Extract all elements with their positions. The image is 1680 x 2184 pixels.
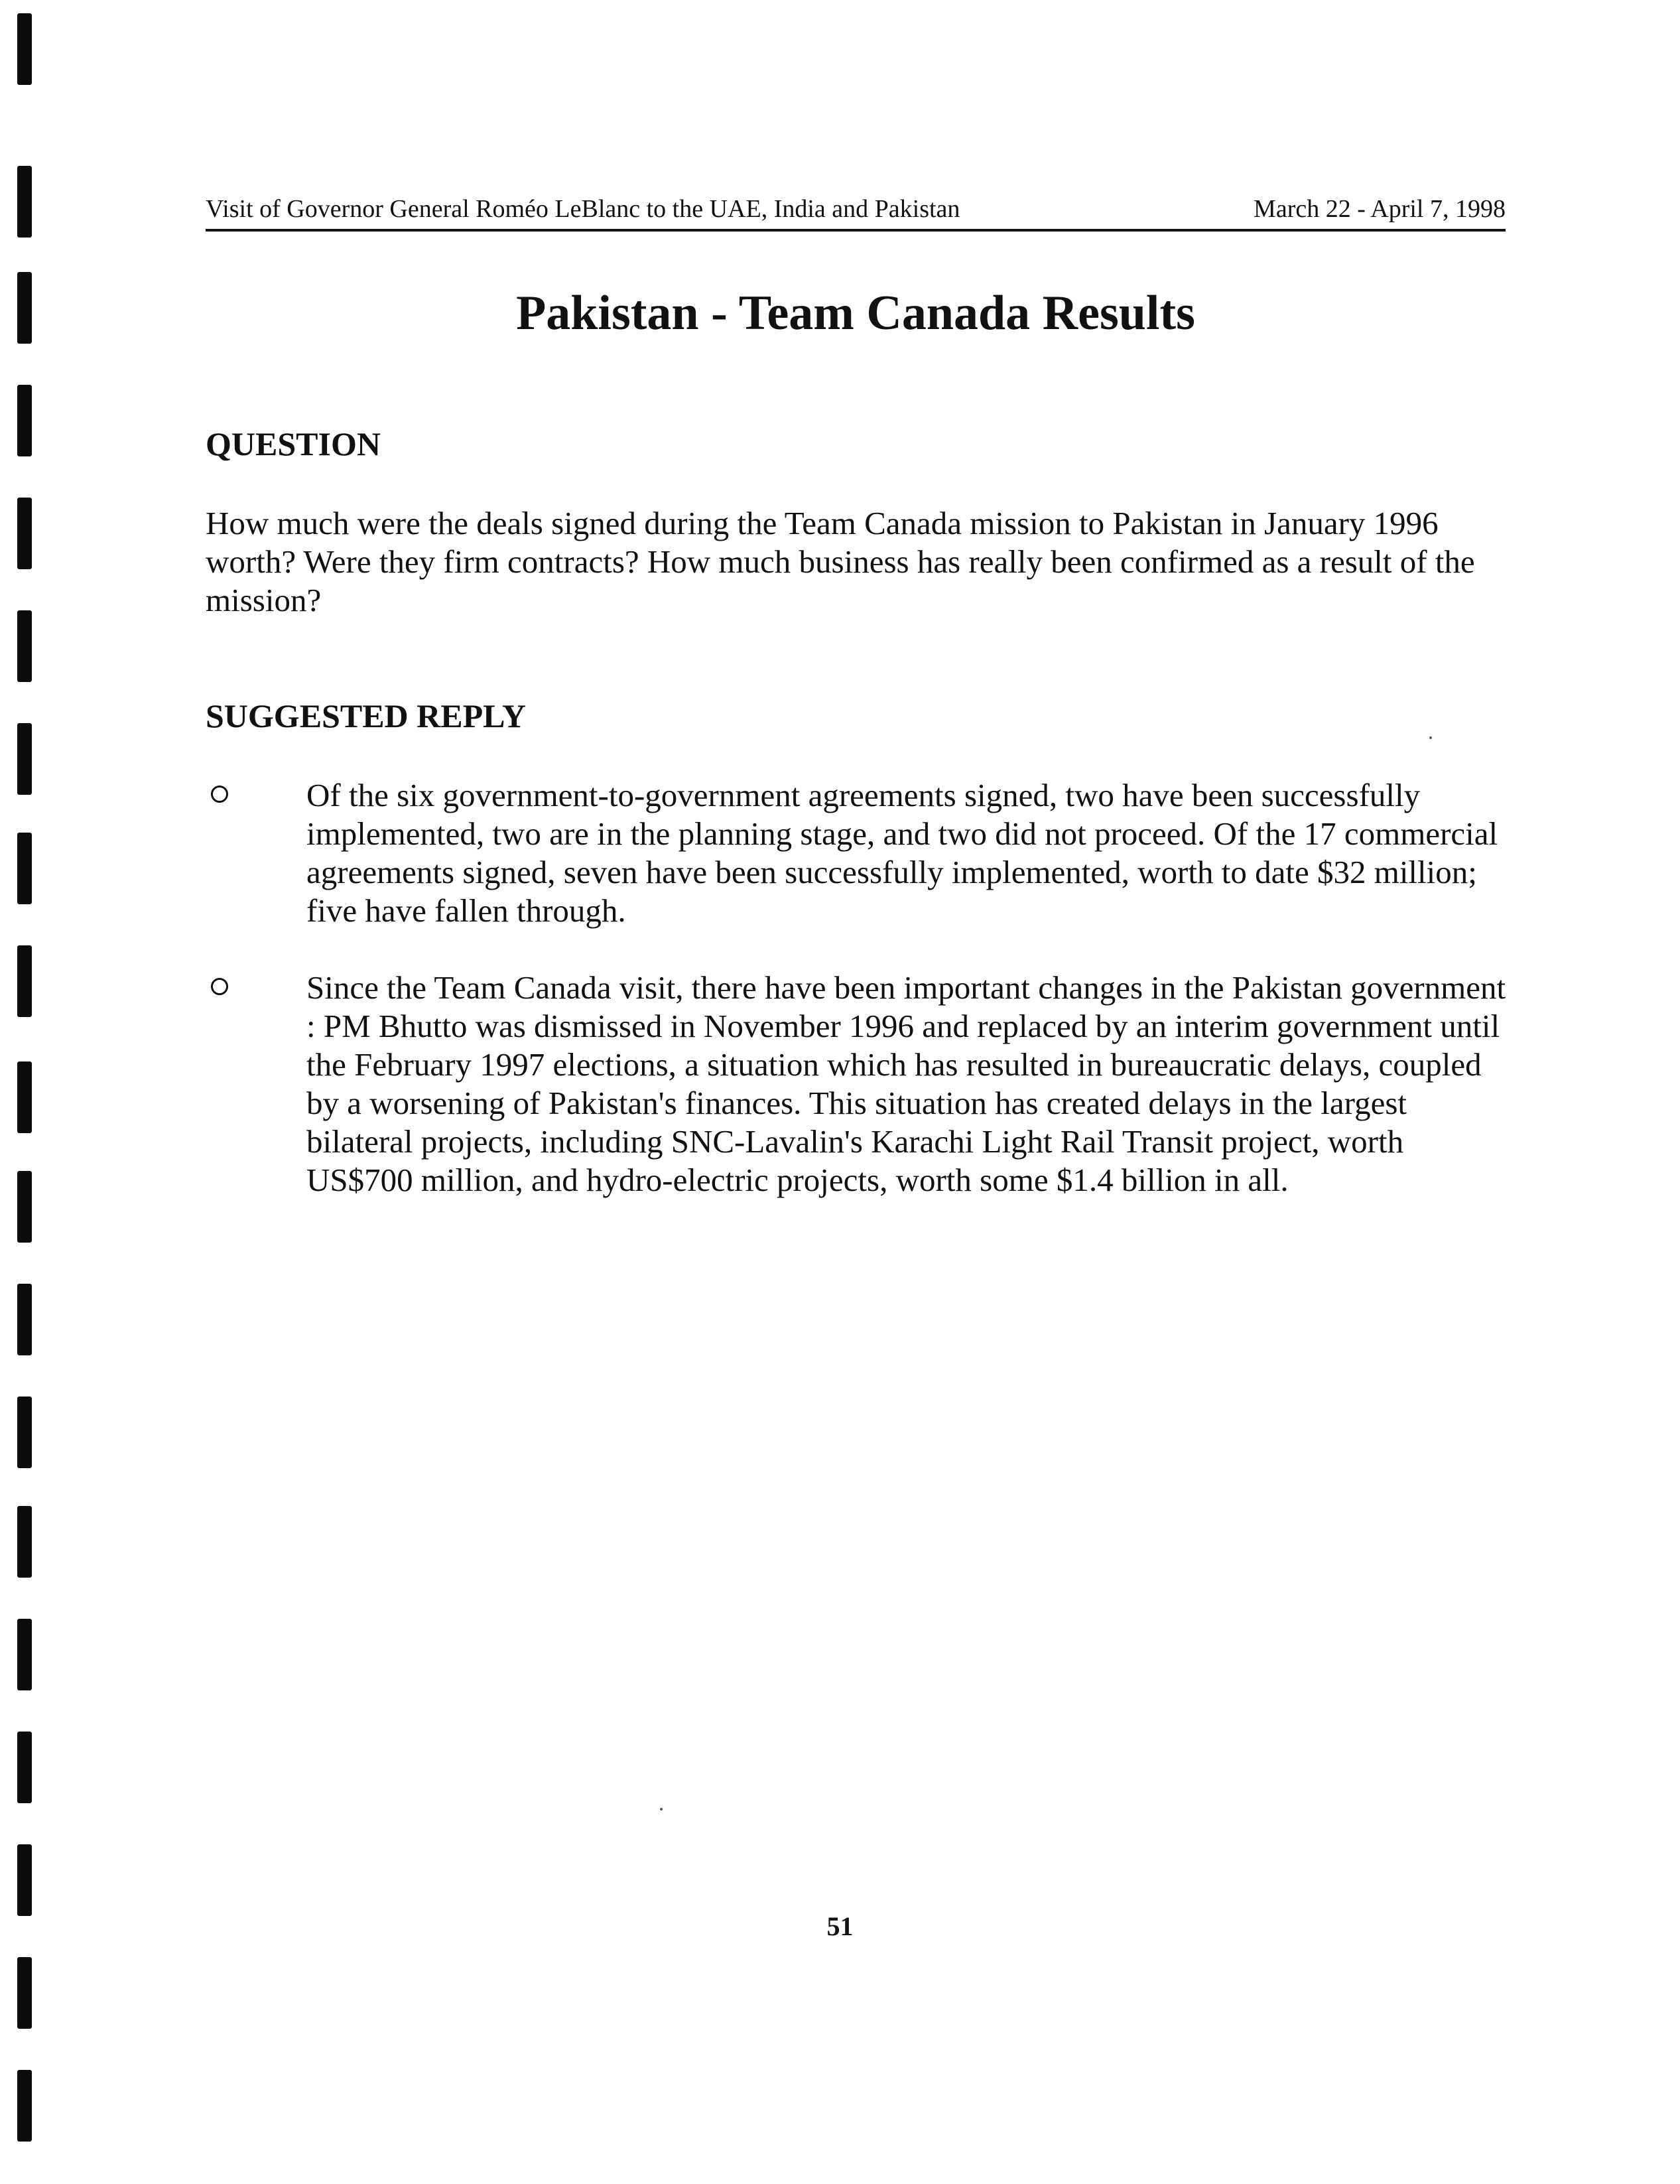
header-date: March 22 - April 7, 1998 [1254,195,1506,223]
binding-mark [17,1732,32,1803]
question-heading: QUESTION [206,425,381,462]
binding-mark [17,13,32,85]
binding-mark [17,945,32,1017]
bullet-circle-icon [211,785,228,803]
binding-marks [17,0,33,2184]
reply-heading: SUGGESTED REPLY [206,697,527,734]
binding-mark [17,1061,32,1133]
binding-mark [17,498,32,569]
binding-mark [17,2070,32,2142]
page-number: 51 [826,1911,854,1941]
scan-speck [1429,736,1432,739]
question-text: How much were the deals signed during the Team Canada mission to Pakistan in January 1996 worth? Were they firm contracts? How much business has really been confirmed as a result of the mission? [206,505,1475,618]
binding-mark [17,1844,32,1916]
binding-mark [17,385,32,456]
binding-mark [17,272,32,344]
binding-mark [17,723,32,795]
binding-mark [17,610,32,682]
binding-mark [17,833,32,904]
scan-speck [660,1808,663,1810]
binding-mark [17,166,32,238]
bullet-circle-icon [211,978,228,995]
binding-mark [17,1619,32,1690]
header-left: Visit of Governor General Roméo LeBlanc to the UAE, India and Pakistan [206,195,960,223]
binding-mark [17,1506,32,1578]
binding-mark [17,1957,32,2029]
binding-mark [17,1171,32,1243]
reply-item-text: Of the six government-to-government agreements signed, two have been successfully implemented, two are in the planning stage, and two did not proceed. Of the 17 commercial agreements signed, seven have been successfully implemented, worth to date $32 million; five have fallen through. [306,777,1498,929]
running-header [206,189,1506,232]
binding-mark [17,1284,32,1355]
reply-item-text: Since the Team Canada visit, there have been important changes in the Pakistan government : PM Bhutto was dismissed in November 1996 and replaced by an interim government until the February 1997 elections, a situation which has resulted in bureaucratic delays, coupled by a worsening of Pakistan's finances. This situation has created delays in the largest bilateral projects, including SNC-Lavalin's Karachi Light Rail Transit project, worth US$700 million, and hydro-electric projects, worth some $1.4 billion in all. [306,969,1506,1198]
page-title: Pakistan - Team Canada Results [516,286,1195,340]
binding-mark [17,1397,32,1468]
